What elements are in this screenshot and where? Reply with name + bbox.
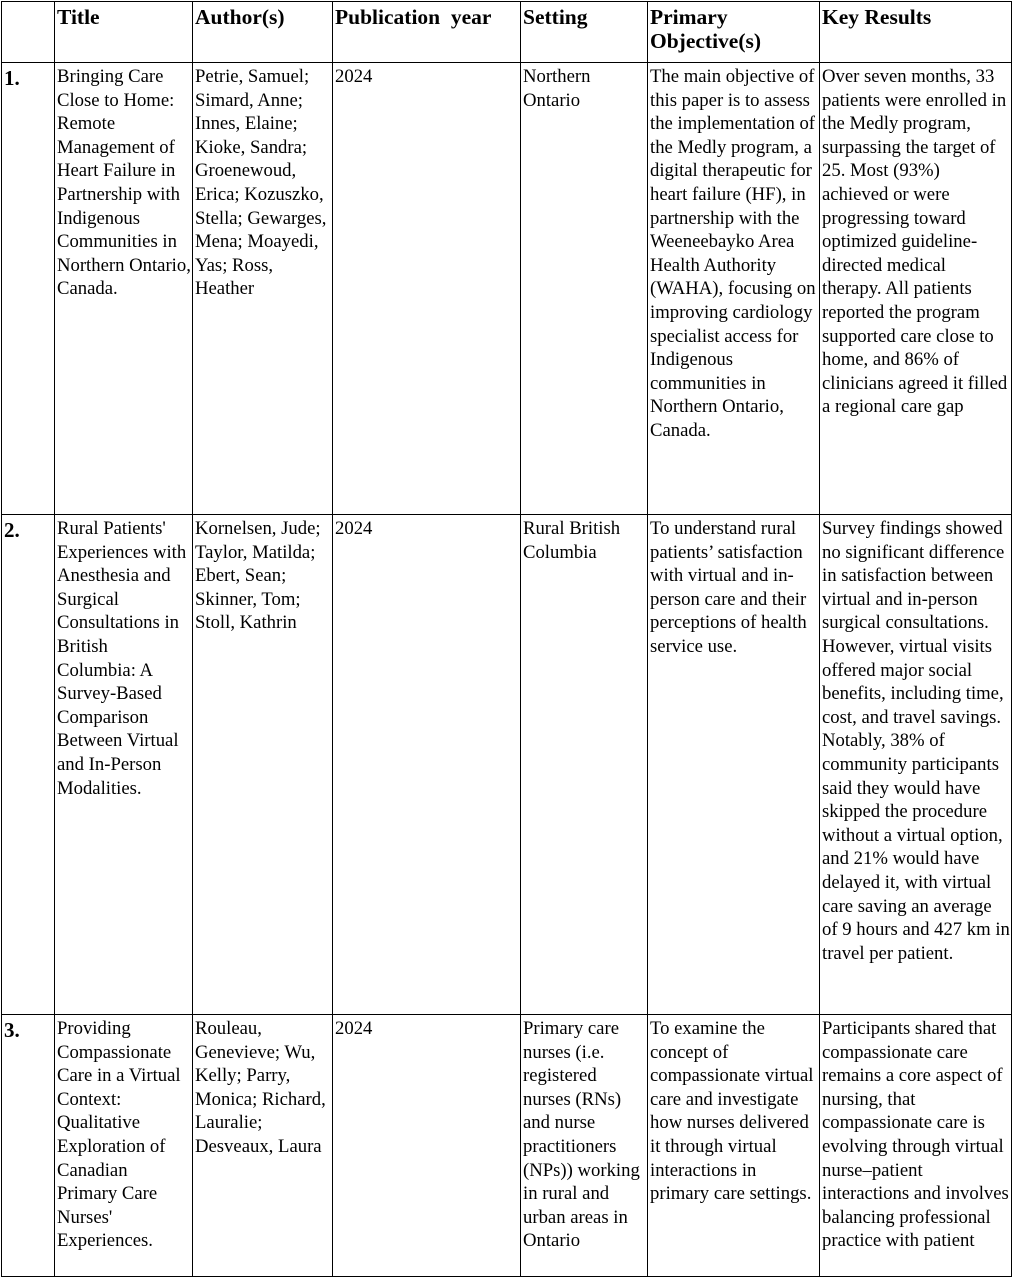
row-title: Providing Compassionate Care in a Virtual Context: Qualitative Exploration of Canadian Primary Care Nurses' Experiences. (55, 1015, 193, 1277)
row-title: Bringing Care Close to Home: Remote Management of Heart Failure in Partnership with Indigenous Communities in Northern Ontario, Canada. (55, 63, 193, 515)
row-objective: The main objective of this paper is to assess the implementation of the Medly program, a digital therapeutic for heart failure (HF), in partnership with the Weeneebayko Area Health Authority (WAHA), focusing on improving cardiology specialist access for Indigenous communities in Northern Ontario, Canada. (648, 63, 820, 515)
header-primary-objectives: Primary Objective(s) (648, 2, 820, 63)
table-row (2, 63, 1012, 515)
row-year: 2024 (333, 515, 521, 1015)
row-results: Survey findings showed no significant difference in satisfaction between virtual and in-person surgical consultations. However, virtual visits offered major social benefits, including time, cost, and travel savings. Notably, 38% of community participants said they would have skipped the procedure without a virtual option, and 21% would have delayed it, with virtual care saving an average of 9 hours and 427 km in travel per patient. (820, 515, 1012, 1015)
table-row (2, 515, 1012, 1015)
row-authors: Rouleau, Genevieve; Wu, Kelly; Parry, Monica; Richard, Lauralie; Desveaux, Laura (193, 1015, 333, 1277)
row-setting: Primary care nurses (i.e. registered nurses (RNs) and nurse practitioners (NPs)) working in rural and urban areas in Ontario (521, 1015, 648, 1277)
row-setting: Rural British Columbia (521, 515, 648, 1015)
header-authors: Author(s) (193, 2, 333, 63)
row-title: Rural Patients' Experiences with Anesthesia and Surgical Consultations in British Columbia: A Survey-Based Comparison Between Virtual and In-Person Modalities. (55, 515, 193, 1015)
header-row (2, 2, 1012, 63)
row-number: 3. (2, 1015, 55, 1277)
header-title: Title (55, 2, 193, 63)
row-results: Over seven months, 33 patients were enrolled in the Medly program, surpassing the target of 25. Most (93%) achieved or were progressing toward optimized guideline-directed medical therapy. All patients reported the program supported care close to home, and 86% of clinicians agreed it filled a regional care gap (820, 63, 1012, 515)
row-results: Participants shared that compassionate care remains a core aspect of nursing, that compassionate care is evolving through virtual nurse–patient interactions and involves balancing professional practice with patient (820, 1015, 1012, 1277)
row-setting: Northern Ontario (521, 63, 648, 515)
row-year: 2024 (333, 1015, 521, 1277)
header-number (2, 2, 55, 63)
row-authors: Petrie, Samuel; Simard, Anne; Innes, Elaine; Kioke, Sandra; Groenewoud, Erica; Kozuszko, Stella; Gewarges, Mena; Moayedi, Yas; Ross, Heather (193, 63, 333, 515)
row-objective: To understand rural patients’ satisfaction with virtual and in-person care and their perceptions of health service use. (648, 515, 820, 1015)
row-number: 1. (2, 63, 55, 515)
header-publication-year: Publication year (333, 2, 521, 63)
literature-review-table (1, 1, 1012, 1277)
header-setting: Setting (521, 2, 648, 63)
header-key-results: Key Results (820, 2, 1012, 63)
row-year: 2024 (333, 63, 521, 515)
row-authors: Kornelsen, Jude; Taylor, Matilda; Ebert, Sean; Skinner, Tom; Stoll, Kathrin (193, 515, 333, 1015)
table-row (2, 1015, 1012, 1277)
row-objective: To examine the concept of compassionate virtual care and investigate how nurses delivered it through virtual interactions in primary care settings. (648, 1015, 820, 1277)
row-number: 2. (2, 515, 55, 1015)
